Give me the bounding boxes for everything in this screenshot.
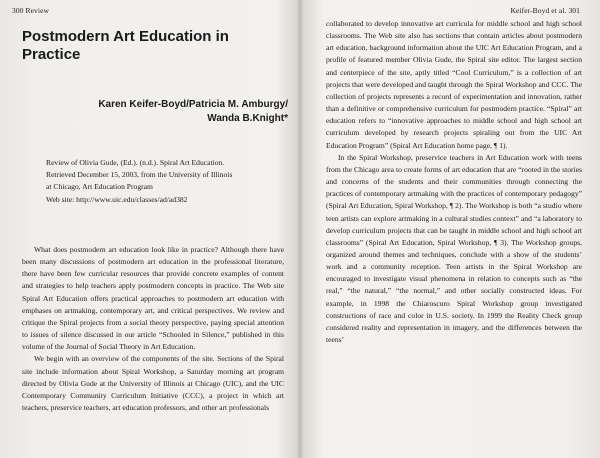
right-body-text: [326, 18, 582, 346]
left-running-head: 300 Review: [12, 6, 50, 15]
article-title: Postmodern Art Education in Practice: [22, 28, 229, 63]
left-paragraph-1: What does postmodern art education look like in practice? Although there have been many discussions of postmodern art education in the professional literature, there have been few curricular resources that provide concrete examples of content and strategies to help teachers apply postmodern concepts in practice. The Web site Spiral Art Education offers practical approaches to postmodern art education with emphases on artmaking, contemporary art, and critical perspectives. We review and critique the Spiral projects from a social theory perspective, paying special attention to issues of silence discussed in our article “Schooled in Silence,” published in this volume of the Journal of Social Theory in Art Education.: [22, 245, 284, 352]
retrieved-line: Retrieved December 15, 2003, from the University of Illinois: [46, 170, 233, 180]
left-paragraph-2: We begin with an overview of the components of the site. Sections of the Spiral site include information about Spiral Workshop, a Saturday morning art program directed by Olivia Gude at the University of Illinois at Chicago (UIC), and the UIC Contemporary Community Curriculum Initiative (CCC), a project in which art teachers, preservice teachers, art education professors, and other art professionals: [22, 354, 284, 413]
authors-line-1: Karen Keifer-Boyd/Patricia M. Amburgy/: [98, 99, 288, 110]
right-paragraph-1: collaborated to develop innovative art curricula for middle school and high school classrooms. The Web site also has sections that contain articles about postmodern art education, background information about the UIC Art Education Program, and a profile of featured member Olivia Gude, the Spiral site editor. The largest section and centerpiece of the site, aptly titled “Cool Curriculum,” is a collection of art projects that were developed and taught through the Spiral Workshop and CCC. The collection of projects represents a record of experimentation and innovation, rather than a definitive or comprehensive curriculum for postmodern practice. “Spiral” art education refers to “innovative approaches to middle school and high school art curriculum developed by research projects spiraling out from the UIC Art Education Program” (Spiral Art Education home page, ¶ 1).: [326, 19, 582, 150]
right-page: [302, 0, 600, 458]
author-byline: [48, 98, 288, 126]
review-citation: [46, 157, 286, 206]
authors-line-2: Wanda B.Knight*: [207, 113, 288, 124]
right-paragraph-2: In the Spiral Workshop, preservice teachers in Art Education work with teens from the Chicago area to create forms of art education that are “rooted in the stories and concerns of the students and their communities through connecting the practices of contemporary artmaking with the practices of contemporary pedagogy” (Spiral Art Education, Spiral Workshop, ¶ 2). The Workshop is both “a studio where teen artists can explore artmaking in a cultural studies context” and “a laboratory to develop curriculum projects that can be taught in middle school and high school art classrooms” (Spiral Art Education, Spiral Workshop, ¶ 3). The Workshop groups, organized around themes and techniques, conclude with a show of the students’ work and a community reception. Teen artists in the Spiral Workshop are encouraged to investigate visual phenomena in relation to concepts such as “the real,” “the natural,” “the normal,” and other socially constructed ideas. For example, in 1998 the Chiaroscuro Spiral Workshop group investigated constructions of race and color in U.S. society. In 1999 the Reality Check group considered reality and representation in imagery, and the differences between the teens’: [326, 152, 582, 345]
review-of-line: Review of Olivia Gude, (Ed.). (n.d.). Spiral Art Education.: [46, 158, 225, 167]
right-running-head: Keifer-Boyd et al. 301: [510, 6, 580, 15]
program-line: at Chicago, Art Education Program: [46, 182, 153, 192]
left-body-text: [22, 244, 284, 414]
left-page: [0, 0, 298, 458]
web-site-line: Web site: http://www.uic.edu/classes/ad/ad382: [46, 194, 188, 204]
